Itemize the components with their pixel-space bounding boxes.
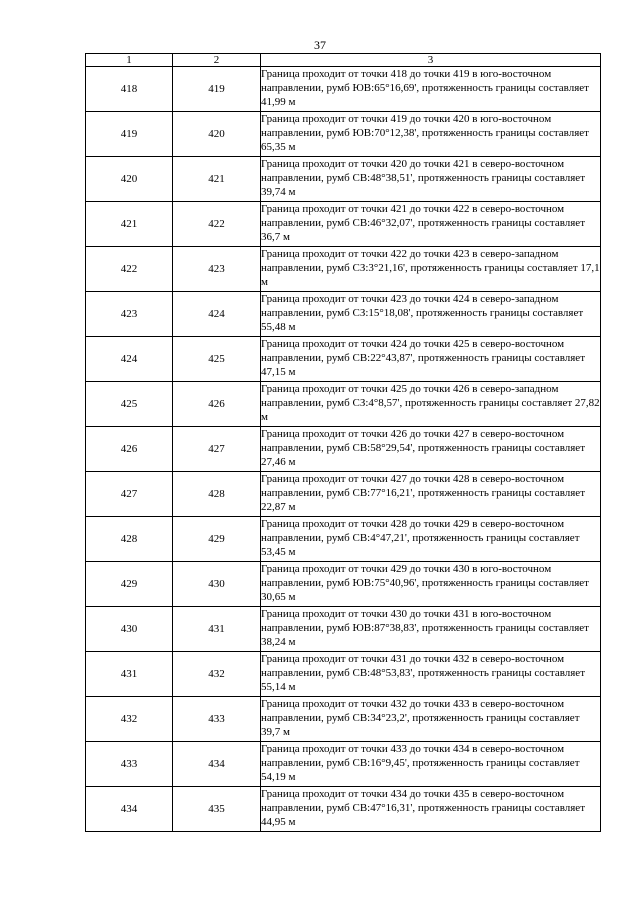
description-cell: Граница проходит от точки 418 до точки 419 в юго-восточном направлении, румб ЮВ:65°16,69', протяженность границы составляет 41,99 м [261, 67, 601, 112]
from-point-cell: 433 [86, 742, 173, 787]
description-cell: Граница проходит от точки 433 до точки 434 в северо-восточном направлении, румб СВ:16°9,45', протяженность границы составляет 54,19 м [261, 742, 601, 787]
table-row [86, 697, 601, 742]
table-row [86, 652, 601, 697]
to-point-cell: 425 [173, 337, 261, 382]
table-row [86, 247, 601, 292]
to-point-cell: 428 [173, 472, 261, 517]
header-row [86, 54, 601, 67]
from-point-cell: 432 [86, 697, 173, 742]
from-point-cell: 426 [86, 427, 173, 472]
description-cell: Граница проходит от точки 432 до точки 433 в северо-восточном направлении, румб СВ:34°23,2', протяженность границы составляет 39,7 м [261, 697, 601, 742]
from-point-cell: 430 [86, 607, 173, 652]
table-row [86, 517, 601, 562]
from-point-cell: 428 [86, 517, 173, 562]
to-point-cell: 434 [173, 742, 261, 787]
from-point-cell: 420 [86, 157, 173, 202]
description-cell: Граница проходит от точки 428 до точки 429 в северо-восточном направлении, румб СВ:4°47,21', протяженность границы составляет 53,45 м [261, 517, 601, 562]
table-row [86, 202, 601, 247]
column-header-3: 3 [261, 54, 601, 67]
description-cell: Граница проходит от точки 422 до точки 423 в северо-западном направлении, румб СЗ:3°21,16', протяженность границы составляет 17,1 м [261, 247, 601, 292]
to-point-cell: 431 [173, 607, 261, 652]
column-header-2: 2 [173, 54, 261, 67]
to-point-cell: 422 [173, 202, 261, 247]
description-cell: Граница проходит от точки 426 до точки 427 в северо-восточном направлении, румб СВ:58°29,54', протяженность границы составляет 27,46 м [261, 427, 601, 472]
to-point-cell: 421 [173, 157, 261, 202]
to-point-cell: 426 [173, 382, 261, 427]
from-point-cell: 422 [86, 247, 173, 292]
to-point-cell: 435 [173, 787, 261, 832]
table-row [86, 742, 601, 787]
from-point-cell: 421 [86, 202, 173, 247]
table-row [86, 562, 601, 607]
column-header-1: 1 [86, 54, 173, 67]
from-point-cell: 427 [86, 472, 173, 517]
to-point-cell: 429 [173, 517, 261, 562]
from-point-cell: 418 [86, 67, 173, 112]
from-point-cell: 431 [86, 652, 173, 697]
boundary-table [85, 53, 601, 832]
from-point-cell: 424 [86, 337, 173, 382]
table-header [86, 54, 601, 67]
from-point-cell: 425 [86, 382, 173, 427]
table-row [86, 427, 601, 472]
from-point-cell: 429 [86, 562, 173, 607]
description-cell: Граница проходит от точки 431 до точки 432 в северо-восточном направлении, румб СВ:48°53,83', протяженность границы составляет 55,14 м [261, 652, 601, 697]
table-row [86, 787, 601, 832]
table-row [86, 337, 601, 382]
description-cell: Граница проходит от точки 423 до точки 424 в северо-западном направлении, румб СЗ:15°18,08', протяженность границы составляет 55,48 м [261, 292, 601, 337]
to-point-cell: 419 [173, 67, 261, 112]
to-point-cell: 427 [173, 427, 261, 472]
description-cell: Граница проходит от точки 420 до точки 421 в северо-восточном направлении, румб СВ:48°38,51', протяженность границы составляет 39,74 м [261, 157, 601, 202]
table-row [86, 67, 601, 112]
description-cell: Граница проходит от точки 434 до точки 435 в северо-восточном направлении, румб СВ:47°16,31', протяженность границы составляет 44,95 м [261, 787, 601, 832]
to-point-cell: 433 [173, 697, 261, 742]
description-cell: Граница проходит от точки 430 до точки 431 в юго-восточном направлении, румб ЮВ:87°38,83', протяженность границы составляет 38,24 м [261, 607, 601, 652]
from-point-cell: 419 [86, 112, 173, 157]
table-row [86, 157, 601, 202]
to-point-cell: 432 [173, 652, 261, 697]
to-point-cell: 423 [173, 247, 261, 292]
description-cell: Граница проходит от точки 429 до точки 430 в юго-восточном направлении, румб ЮВ:75°40,96', протяженность границы составляет 30,65 м [261, 562, 601, 607]
to-point-cell: 420 [173, 112, 261, 157]
from-point-cell: 423 [86, 292, 173, 337]
table-row [86, 607, 601, 652]
description-cell: Граница проходит от точки 419 до точки 420 в юго-восточном направлении, румб ЮВ:70°12,38', протяженность границы составляет 65,35 м [261, 112, 601, 157]
table-row [86, 292, 601, 337]
description-cell: Граница проходит от точки 427 до точки 428 в северо-восточном направлении, румб СВ:77°16,21', протяженность границы составляет 22,87 м [261, 472, 601, 517]
table-row [86, 112, 601, 157]
description-cell: Граница проходит от точки 425 до точки 426 в северо-западном направлении, румб СЗ:4°8,57', протяженность границы составляет 27,82 м [261, 382, 601, 427]
to-point-cell: 424 [173, 292, 261, 337]
table-row [86, 382, 601, 427]
page-number: 37 [314, 38, 326, 52]
from-point-cell: 434 [86, 787, 173, 832]
description-cell: Граница проходит от точки 421 до точки 422 в северо-восточном направлении, румб СВ:46°32,07', протяженность границы составляет 36,7 м [261, 202, 601, 247]
to-point-cell: 430 [173, 562, 261, 607]
table-row [86, 472, 601, 517]
description-cell: Граница проходит от точки 424 до точки 425 в северо-восточном направлении, румб СВ:22°43,87', протяженность границы составляет 47,15 м [261, 337, 601, 382]
table-body [86, 67, 601, 832]
